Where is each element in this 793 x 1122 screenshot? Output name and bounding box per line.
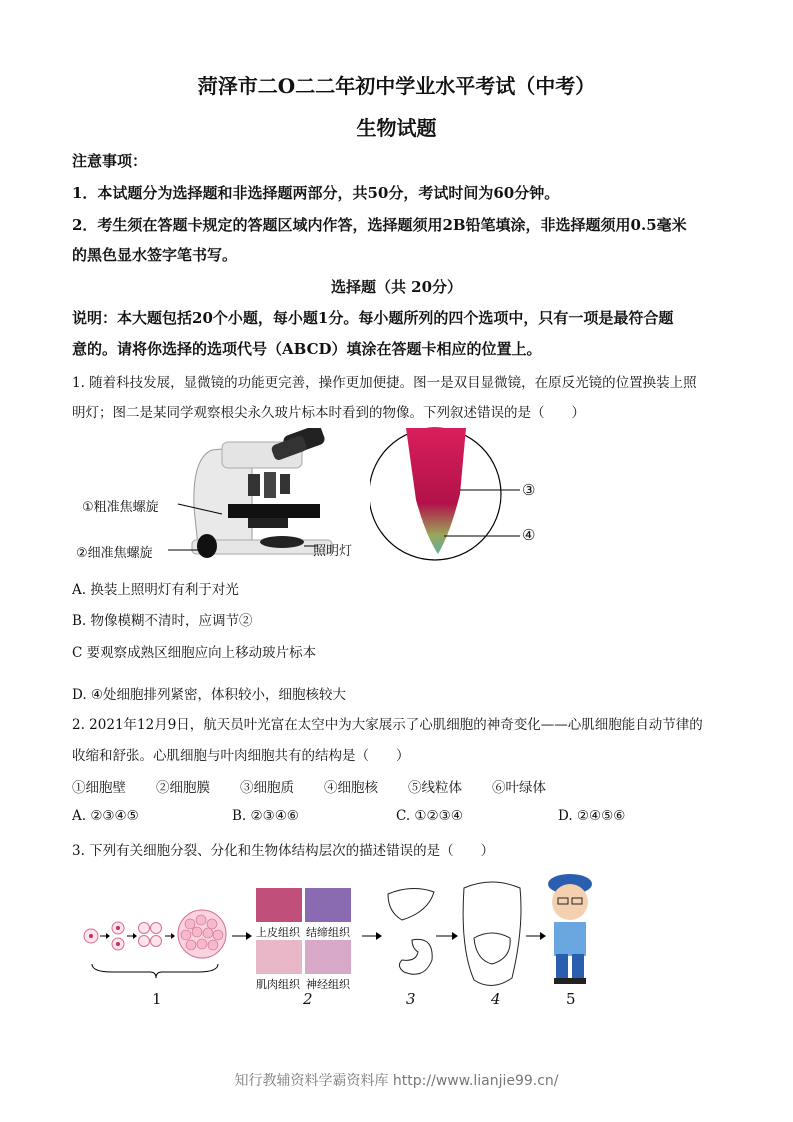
q2-stem-cont: 收缩和舒张。心肌细胞与叶肉细胞共有的结构是（ ） [72,748,410,764]
notice-item-2-cont: 的黑色显水签字笔书写。 [72,246,238,264]
q1-option-c: C 要观察成熟区细胞应向上移动玻片标本 [72,645,317,661]
label-mark-4: ④ [522,526,536,544]
q2-structure-2: ②细胞膜 [156,780,210,796]
q2-structure-1: ①细胞壁 [72,780,126,796]
label-mark-3: ③ [522,481,536,499]
page-subtitle: 生物试题 [356,116,437,140]
notice-item-1: 1．本试题分为选择题和非选择题两部分，共50分，考试时间为60分钟。 [72,184,560,202]
notice-item-2: 2．考生须在答题卡规定的答题区域内作答，选择题须用2B铅笔填涂，非选择题须用0.5毫米 [72,216,687,234]
q3-stem: 3. 下列有关细胞分裂、分化和生物体结构层次的描述错误的是（ ） [72,843,495,859]
q1-option-d: D. ④处细胞排列紧密，体积较小，细胞核较大 [72,687,347,703]
tissue-epithelial: 上皮组织 [256,926,300,939]
q2-option-b: B. ②③④⑥ [232,808,299,824]
stage-label-5: 5 [566,990,576,1008]
q2-option-d: D. ②④⑤⑥ [558,808,626,824]
section-title: 选择题（共 20分） [330,278,463,296]
notice-heading: 注意事项： [72,152,148,170]
label-fine-focus: ②细准焦螺旋 [76,546,153,561]
stage-label-2: 2 [303,990,313,1008]
tissue-nerve: 神经组织 [306,978,350,991]
q1-stem: 1. 随着科技发展，显微镜的功能更完善，操作更加便捷。图一是双目显微镜，在原反光镜的位置换装上照 [72,375,697,391]
section-desc-cont: 意的。请将你选择的选项代号（ABCD）填涂在答题卡相应的位置上。 [72,340,542,358]
q2-stem: 2. 2021年12月9日，航天员叶光富在太空中为大家展示了心肌细胞的神奇变化——心肌细胞能自动节律的 [72,717,703,733]
page-footer: 知行教辅资料学霸资料库 http://www.lianjie99.cn/ [234,1073,559,1089]
tissue-connective: 结缔组织 [306,926,350,939]
q2-structure-5: ⑤线粒体 [408,780,462,796]
q1-option-b: B. 物像模糊不清时，应调节② [72,613,253,629]
q2-structure-6: ⑥叶绿体 [492,780,546,796]
q1-stem-cont: 明灯；图二是某同学观察根尖永久玻片标本时看到的物像。下列叙述错误的是（ ） [72,405,585,421]
label-lamp: 照明灯 [313,544,353,559]
label-coarse-focus: ①粗准焦螺旋 [82,500,159,515]
page-title: 菏泽市二O二二年初中学业水平考试（中考） [197,74,596,98]
q2-option-a: A. ②③④⑤ [72,808,139,824]
q2-structure-4: ④细胞核 [324,780,378,796]
stage-label-3: 3 [406,990,416,1008]
q2-option-c: C. ①②③④ [396,808,463,824]
q1-option-a: A. 换装上照明灯有利于对光 [72,582,239,598]
q2-structure-3: ③细胞质 [240,780,294,796]
stage-label-1: 1 [152,990,162,1008]
tissue-muscle: 肌肉组织 [256,978,300,991]
section-desc: 说明：本大题包括20个小题，每小题1分。每小题所列的四个选项中，只有一项是最符合题 [72,309,674,327]
stage-label-4: 4 [491,990,501,1008]
